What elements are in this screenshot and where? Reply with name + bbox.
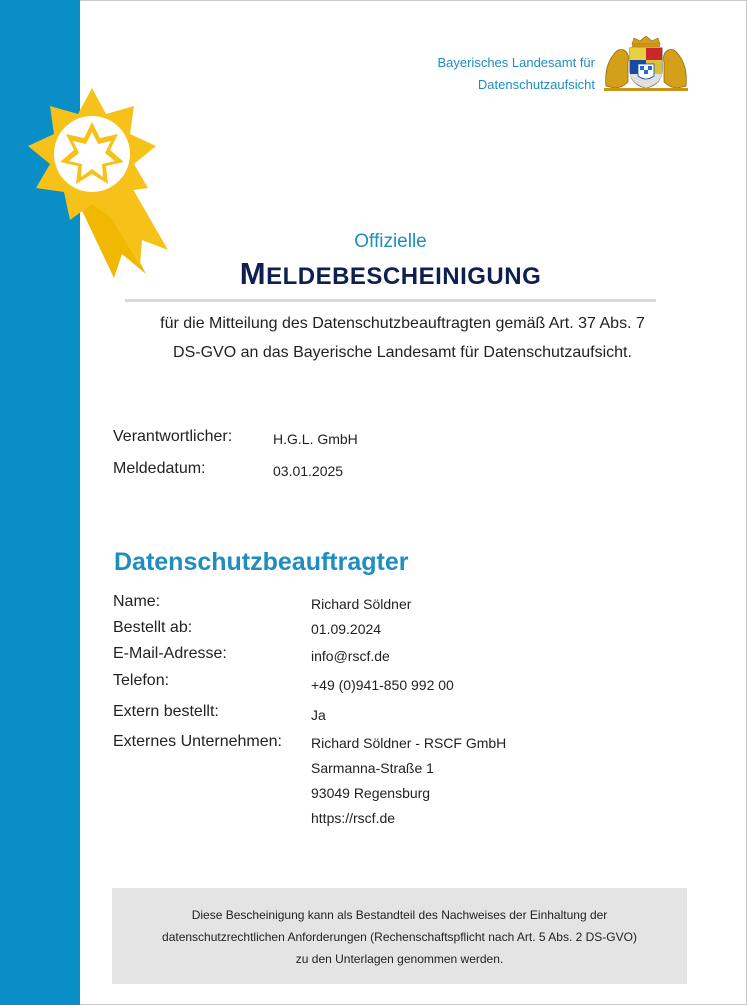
title-subtitle: Offizielle	[354, 231, 427, 252]
dpo-name-label: Name:	[113, 593, 161, 610]
dpo-phone-value: +49 (0)941-850 992 00	[311, 677, 454, 693]
dpo-section-heading: Datenschutzbeauftragter	[114, 548, 409, 576]
dpo-company-address	[311, 731, 506, 831]
dpo-appointed-value: 01.09.2024	[311, 621, 382, 637]
dpo-external-label: Extern bestellt:	[113, 703, 219, 720]
report-date-label: Meldedatum:	[113, 460, 206, 477]
dpo-phone-label: Telefon:	[113, 672, 170, 689]
footer-line-2: datenschutzrechtlichen Anforderungen (Rechenschaftspflicht nach Art. 5 Abs. 2 DS-GVO)	[162, 930, 637, 944]
dpo-external-value: Ja	[311, 707, 326, 723]
footer-notice-box	[112, 888, 687, 984]
responsible-value: H.G.L. GmbH	[273, 431, 358, 447]
certificate-title	[125, 228, 656, 295]
authority-line-1: Bayerisches Landesamt für	[437, 55, 595, 70]
authority-name	[437, 52, 595, 96]
footer-line-3: zu den Unterlagen genommen werden.	[295, 952, 504, 966]
responsible-label: Verantwortlicher:	[113, 428, 233, 445]
dpo-email-label: E-Mail-Adresse:	[113, 645, 227, 662]
title-main-first-letter: M	[239, 256, 267, 291]
intro-text	[115, 309, 690, 367]
intro-line-2: DS-GVO an das Bayerische Landesamt für Datenschutzaufsicht.	[173, 344, 632, 361]
authority-line-2: Datenschutzaufsicht	[477, 77, 595, 92]
footer-notice-text	[112, 904, 687, 970]
dpo-name-value: Richard Söldner	[311, 596, 412, 612]
dpo-appointed-label: Bestellt ab:	[113, 619, 193, 636]
bavarian-coat-of-arms-icon	[602, 36, 690, 92]
dpo-company-label: Externes Unternehmen:	[113, 733, 282, 750]
footer-line-1: Diese Bescheinigung kann als Bestandteil des Nachweises der Einhaltung der	[191, 908, 608, 922]
report-date-value: 03.01.2025	[273, 463, 344, 479]
title-divider	[125, 299, 656, 302]
title-main	[125, 256, 656, 295]
company-line: 93049 Regensburg	[311, 785, 431, 801]
intro-line-1: für die Mitteilung des Datenschutzbeauftragten gemäß Art. 37 Abs. 7	[160, 315, 645, 332]
company-website: https://rscf.de	[311, 810, 396, 826]
company-line: Richard Söldner - RSCF GmbH	[311, 735, 507, 751]
dpo-email-value: info@rscf.de	[311, 648, 390, 664]
title-main-rest: ELDEBESCHEINIGUNG	[266, 263, 542, 290]
company-line: Sarmanna-Straße 1	[311, 760, 434, 776]
